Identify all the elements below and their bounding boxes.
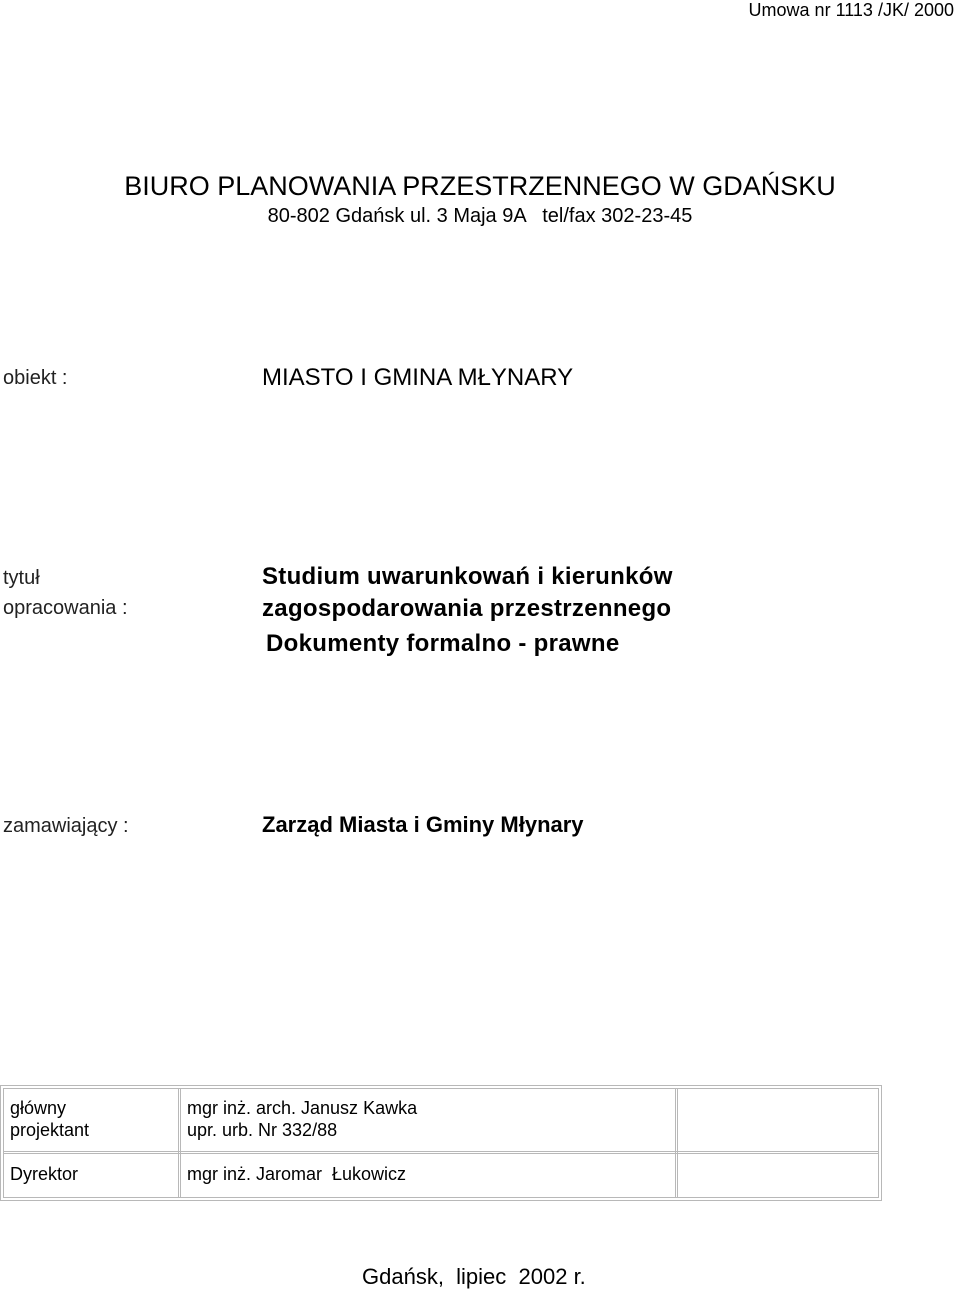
title-label-line-1: tytuł — [3, 567, 40, 589]
title-line-2: zagospodarowania przestrzennego — [262, 595, 672, 622]
table-divider — [4, 1151, 878, 1154]
object-value: MIASTO I GMINA MŁYNARY — [262, 364, 574, 391]
organization-name: BIURO PLANOWANIA PRZESTRZENNEGO W GDAŃSKU — [124, 171, 836, 201]
staff-table — [0, 1085, 882, 1201]
person-text: mgr inż. Jaromar Łukowicz — [187, 1164, 407, 1184]
table-row — [187, 1163, 406, 1185]
object-label: obiekt : — [3, 367, 68, 389]
person-text: upr. urb. Nr 332/88 — [187, 1120, 338, 1140]
organization-address: 80-802 Gdańsk ul. 3 Maja 9A tel/fax 302-23-45 — [267, 205, 693, 227]
title-line-1: Studium uwarunkowań i kierunków — [262, 563, 673, 590]
person-text: mgr inż. arch. Janusz Kawka — [187, 1098, 418, 1118]
table-row — [10, 1097, 89, 1141]
client-value: Zarząd Miasta i Gminy Młynary — [262, 812, 584, 837]
title-line-3: Dokumenty formalno - prawne — [266, 630, 620, 657]
client-label: zamawiający : — [3, 815, 129, 837]
footer-place-date: Gdańsk, lipiec 2002 r. — [362, 1264, 586, 1289]
title-label-line-2: opracowania : — [3, 597, 128, 619]
table-divider — [178, 1089, 181, 1197]
table-row — [10, 1163, 78, 1185]
table-row — [187, 1097, 417, 1141]
contract-reference: Umowa nr 1113 /JK/ 2000 — [748, 0, 954, 20]
table-divider — [675, 1089, 678, 1197]
role-text: Dyrektor — [10, 1164, 79, 1184]
staff-table-inner — [3, 1088, 879, 1198]
role-text: główny — [10, 1098, 67, 1118]
role-text: projektant — [10, 1120, 90, 1140]
